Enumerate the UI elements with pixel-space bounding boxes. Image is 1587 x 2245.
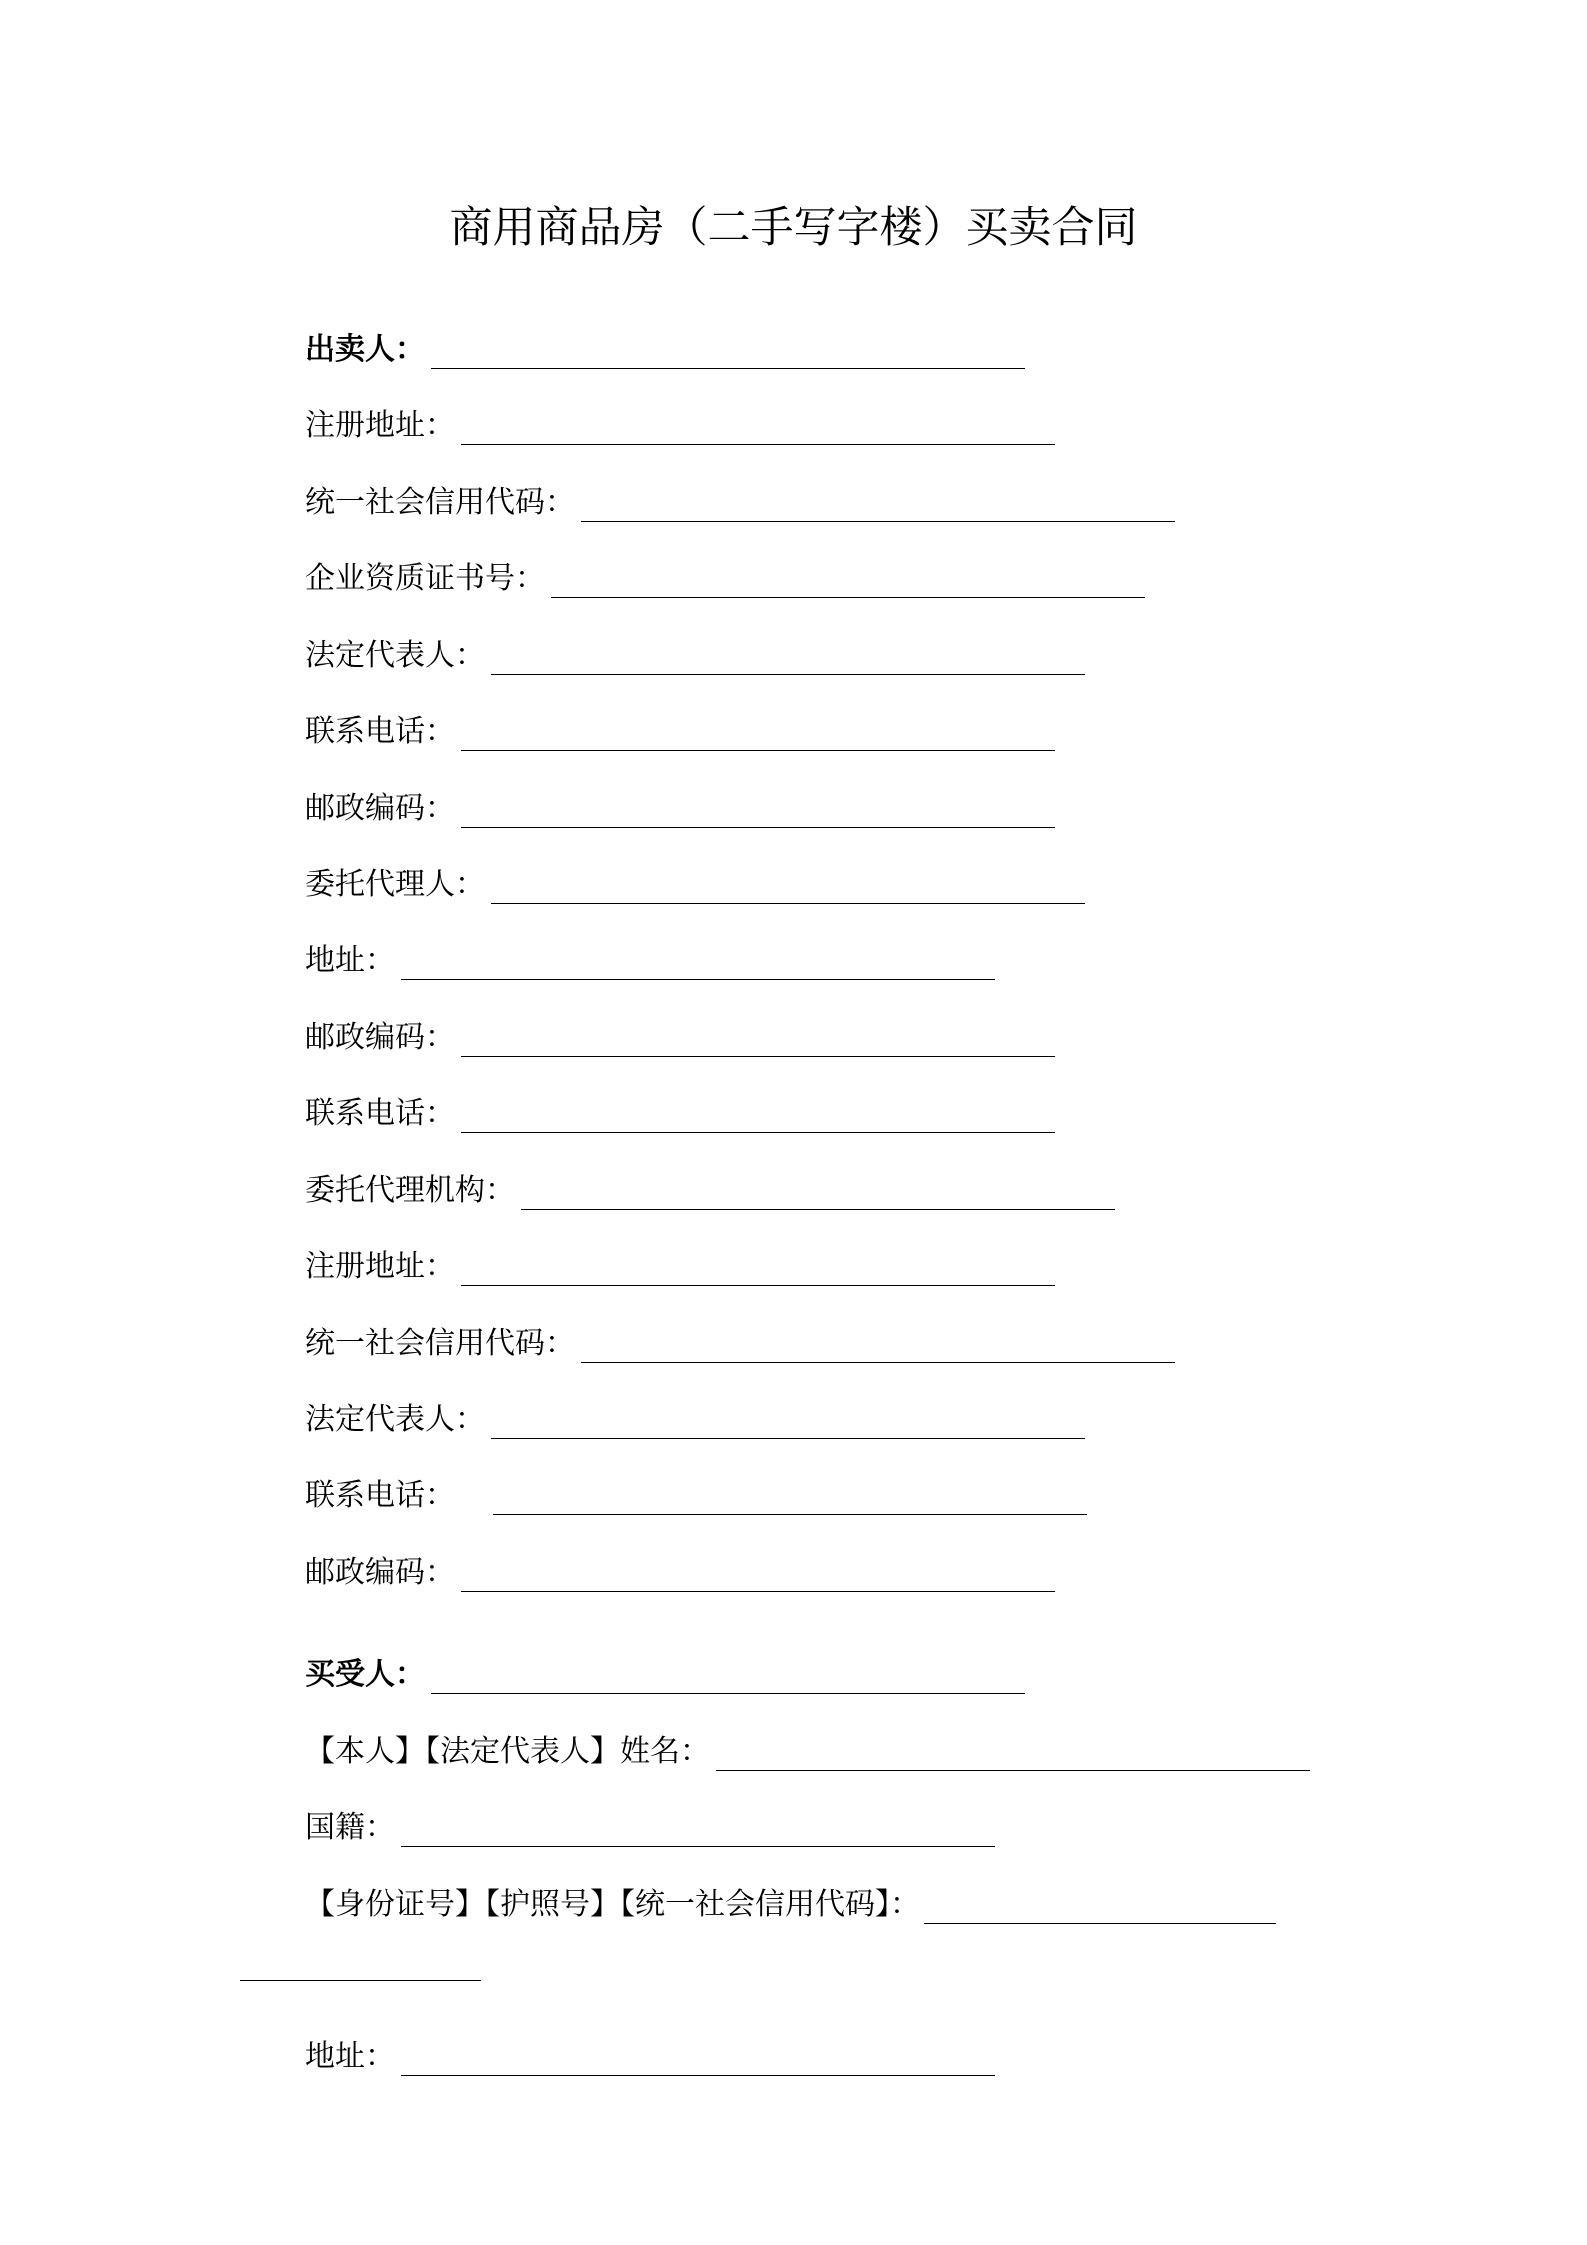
seller-agency-credit-code-field[interactable] (581, 1324, 1175, 1364)
buyer-person-name-field[interactable] (716, 1732, 1310, 1772)
seller-agency-postcode-label: 邮政编码： (305, 1555, 455, 1590)
seller-agency-phone-label: 联系电话： (305, 1478, 455, 1513)
buyer-name-field[interactable] (431, 1655, 1025, 1695)
buyer-person-name-label: 【本人】【法定代表人】姓名： (305, 1734, 710, 1769)
seller-agent-postcode-field[interactable] (461, 1018, 1055, 1058)
seller-agency-legal-rep-row (305, 1396, 1085, 1444)
seller-legal-rep-row (305, 632, 1085, 680)
seller-agency-credit-code-row (305, 1320, 1175, 1368)
seller-agent-label: 委托代理人： (305, 867, 485, 902)
seller-name-label: 出卖人： (305, 332, 425, 367)
seller-agency-credit-code-label: 统一社会信用代码： (305, 1326, 575, 1361)
seller-agency-field[interactable] (521, 1171, 1115, 1211)
seller-agency-postcode-row (305, 1549, 1055, 1597)
seller-agent-phone-label: 联系电话： (305, 1096, 455, 1131)
seller-agency-phone-row (305, 1472, 1087, 1520)
seller-agency-address-field[interactable] (461, 1247, 1055, 1287)
seller-agent-row (305, 861, 1085, 909)
seller-qualification-label: 企业资质证书号： (305, 561, 545, 596)
buyer-id-field[interactable] (924, 1885, 1276, 1925)
seller-credit-code-label: 统一社会信用代码： (305, 485, 575, 520)
seller-name-field[interactable] (431, 330, 1025, 370)
seller-agent-postcode-label: 邮政编码： (305, 1020, 455, 1055)
seller-phone-label: 联系电话： (305, 714, 455, 749)
seller-agency-phone-field[interactable] (493, 1476, 1087, 1516)
seller-agent-phone-field[interactable] (461, 1094, 1055, 1134)
seller-agency-address-label: 注册地址： (305, 1249, 455, 1284)
seller-agent-address-field[interactable] (401, 941, 995, 981)
contract-title: 商用商品房（二手写字楼）买卖合同 (449, 203, 1138, 253)
seller-agency-legal-rep-field[interactable] (491, 1400, 1085, 1440)
seller-postcode-field[interactable] (461, 789, 1055, 829)
buyer-person-name-row (305, 1728, 1310, 1776)
seller-address-row (305, 402, 1055, 450)
seller-agency-label: 委托代理机构： (305, 1173, 515, 1208)
seller-phone-field[interactable] (461, 712, 1055, 752)
buyer-name-label: 买受人： (305, 1657, 425, 1692)
buyer-id-row (305, 1881, 1276, 1929)
buyer-id-label: 【身份证号】【护照号】【统一社会信用代码】： (305, 1887, 920, 1922)
buyer-address-label: 地址： (305, 2039, 395, 2074)
buyer-id-field-continuation[interactable] (240, 1980, 481, 1981)
buyer-address-field[interactable] (401, 2037, 995, 2077)
seller-agency-row (305, 1167, 1115, 1215)
buyer-nationality-label: 国籍： (305, 1810, 395, 1845)
seller-qualification-row (305, 555, 1145, 603)
seller-qualification-field[interactable] (551, 559, 1145, 599)
buyer-address-row (305, 2033, 995, 2081)
seller-address-field[interactable] (461, 406, 1055, 446)
seller-phone-row (305, 708, 1055, 756)
seller-agency-postcode-field[interactable] (461, 1553, 1055, 1593)
seller-agent-field[interactable] (491, 865, 1085, 905)
seller-legal-rep-field[interactable] (491, 636, 1085, 676)
seller-postcode-row (305, 785, 1055, 833)
seller-address-label: 注册地址： (305, 408, 455, 443)
seller-credit-code-row (305, 479, 1175, 527)
buyer-name-row (305, 1651, 1025, 1699)
seller-agent-phone-row (305, 1090, 1055, 1138)
seller-name-row (305, 326, 1025, 374)
seller-agent-address-row (305, 937, 995, 985)
seller-agent-postcode-row (305, 1014, 1055, 1062)
seller-agency-legal-rep-label: 法定代表人： (305, 1402, 485, 1437)
seller-legal-rep-label: 法定代表人： (305, 638, 485, 673)
buyer-nationality-row (305, 1804, 995, 1852)
seller-postcode-label: 邮政编码： (305, 791, 455, 826)
seller-credit-code-field[interactable] (581, 483, 1175, 523)
seller-agency-address-row (305, 1243, 1055, 1291)
buyer-nationality-field[interactable] (401, 1808, 995, 1848)
seller-agent-address-label: 地址： (305, 943, 395, 978)
